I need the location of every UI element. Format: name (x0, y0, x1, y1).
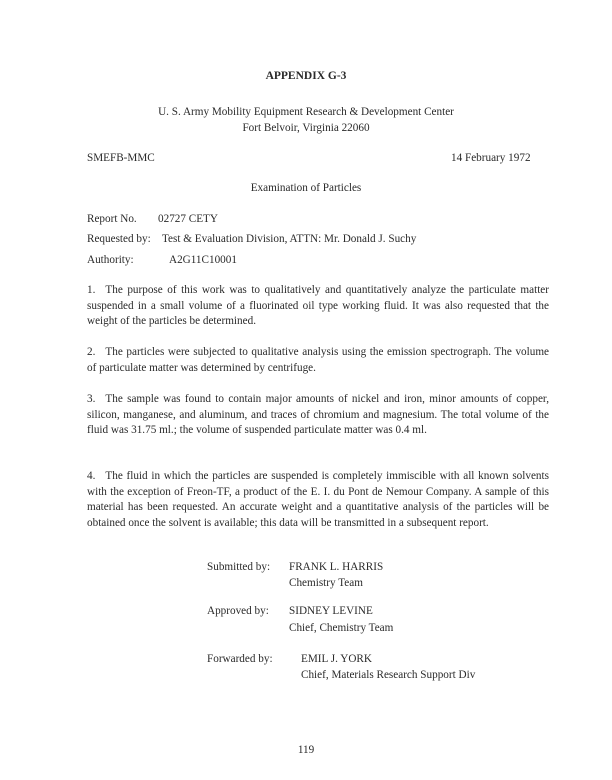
paragraph-text: The purpose of this work was to qualitatively and quantitatively analyze the particulate matter suspended in a small volume of a fluorinated oil type working fluid. It was also requested that the weight of the particles be determined. (87, 284, 549, 328)
requested-by-row (87, 234, 416, 245)
office-symbol: SMEFB-MMC (87, 152, 155, 164)
paragraph-3 (87, 392, 549, 439)
approved-by-title: Chief, Chemistry Team (289, 622, 394, 634)
paragraph-text: The sample was found to contain major amounts of nickel and iron, minor amounts of copper, silicon, manganese, and aluminum, and traces of chromium and magnesium. The total volume of the fluid was 31.75 ml.; the volume of suspended particulate matter was 0.4 ml. (87, 393, 549, 437)
forwarded-by-title: Chief, Materials Research Support Div (301, 669, 476, 681)
report-no-value: 02727 CETY (158, 213, 218, 225)
requested-by-value: Test & Evaluation Division, ATTN: Mr. Donald J. Suchy (162, 233, 417, 245)
paragraph-number: 1. (87, 284, 96, 296)
appendix-title: APPENDIX G-3 (265, 70, 347, 82)
authority-value: A2G11C10001 (169, 254, 237, 266)
paragraph-number: 2. (87, 346, 96, 358)
paragraph-number: 4. (87, 470, 96, 482)
paragraph-1 (87, 283, 549, 330)
submitted-by-name: FRANK L. HARRIS (289, 561, 384, 573)
submitted-by-label: Submitted by: (207, 561, 271, 573)
org-name: U. S. Army Mobility Equipment Research & Development Center (158, 106, 454, 118)
paragraph-text: The particles were subjected to qualitative analysis using the emission spectrograph. The volume of particulate matter was determined by centrifuge. (87, 346, 549, 374)
paragraph-4 (87, 469, 549, 531)
forwarded-by-label: Forwarded by: (207, 653, 273, 665)
submitted-by-title: Chemistry Team (289, 577, 363, 589)
requested-by-label: Requested by: (87, 233, 151, 245)
paragraph-number: 3. (87, 393, 96, 405)
authority-row (87, 255, 237, 266)
authority-label: Authority: (87, 254, 134, 266)
approved-by-label: Approved by: (207, 605, 269, 617)
subject-heading: Examination of Particles (250, 182, 362, 194)
page-number: 119 (297, 744, 315, 756)
paragraph-2 (87, 345, 549, 376)
paragraph-text: The fluid in which the particles are suspended is completely immiscible with all known solvents with the exception of Freon-TF, a product of the E. I. du Pont de Nemour Company. A sample of this material has been requested. An accurate weight and a quantitative analysis of the particles will be obtained once the solvent is available; this data will be transmitted in a subsequent report. (87, 470, 549, 529)
org-address: Fort Belvoir, Virginia 22060 (242, 122, 370, 134)
forwarded-by-name: EMIL J. YORK (301, 653, 372, 665)
report-date: 14 February 1972 (451, 152, 531, 164)
report-no-label: Report No. (87, 213, 137, 225)
approved-by-name: SIDNEY LEVINE (289, 605, 373, 617)
report-no-row (87, 214, 218, 225)
